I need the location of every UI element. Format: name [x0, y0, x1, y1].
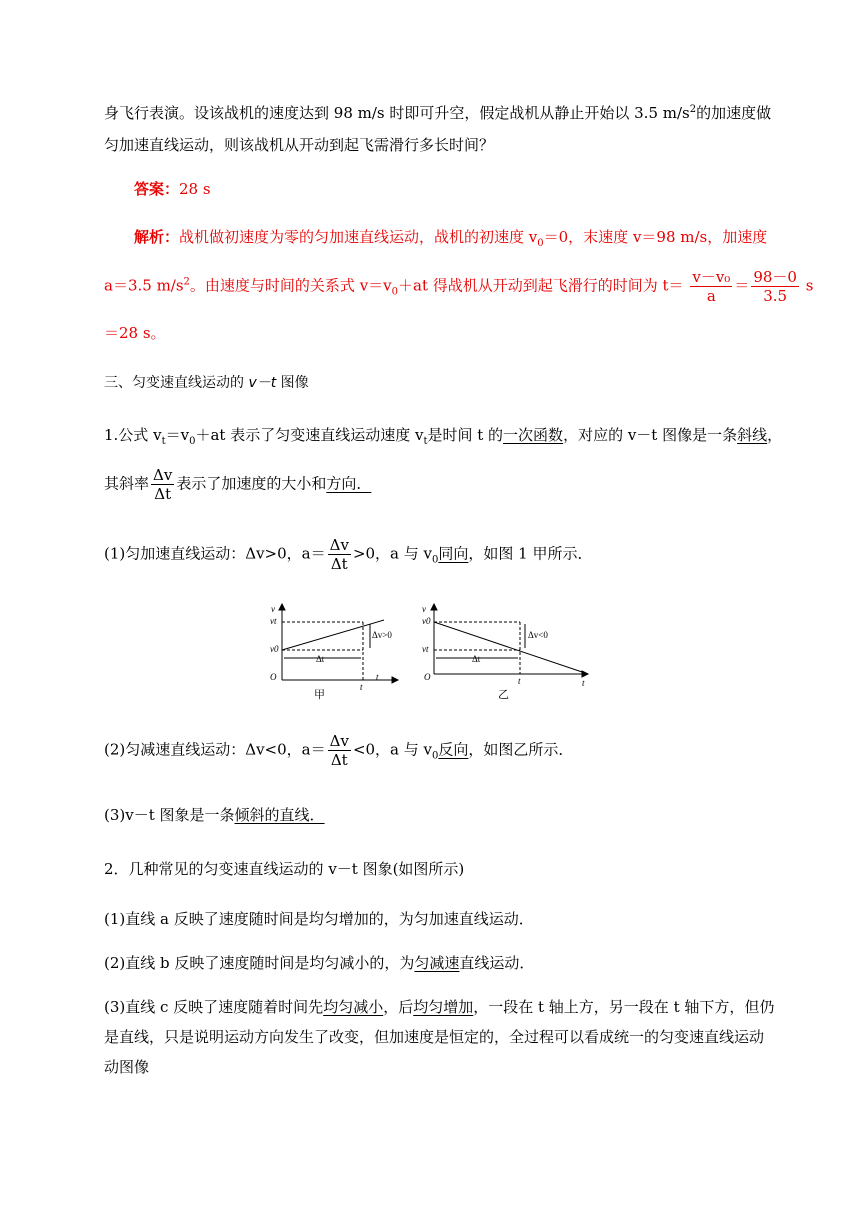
- item2-2: (2)直线 b 反映了速度随时间是均匀减小的，为匀减速直线运动．: [104, 954, 535, 972]
- item2-1: (1)直线 a 反映了速度随时间是均匀增加的，为匀加速直线运动．: [104, 910, 534, 928]
- accel-fraction-1: $\frac{\Delta v}{\Delta t}$: [329, 536, 349, 573]
- left-t-axis-label: t: [376, 672, 379, 682]
- problem-line-2: 匀加速直线运动，则该战机从开动到起飞需滑行多长时间？: [104, 136, 495, 154]
- analysis-line-1: 解析：战机做初速度为零的匀加速直线运动，战机的初速度 $v_0=0$，末速度 v＝98 m/s，加速度: [134, 228, 768, 249]
- item1-3: (3)v－t 图象是一条倾斜的直线．: [104, 806, 325, 824]
- left-t-arrow: [392, 677, 398, 683]
- item2-title: 2．几种常见的匀变速直线运动的 v－t 图象(如图所示): [104, 860, 465, 878]
- section-title: 三、匀变速直线运动的 v－t 图像: [104, 375, 309, 391]
- item1-2: (2)匀减速直线运动：Δv<0，a＝ $\frac{\Delta v}{\Delta t}$ <0，a 与 $v_0$反向，如图乙所示．: [104, 732, 574, 769]
- figure-left: [279, 604, 398, 683]
- analysis-fraction-2: $\frac{98-0}{3.5}$: [753, 268, 797, 305]
- left-t-label: t: [360, 682, 363, 692]
- item2-3-line-3: 动图像: [104, 1058, 150, 1076]
- item1-1: (1)匀加速直线运动：Δv>0，a＝ $\frac{\Delta v}{\Delta t}$ >0，a 与 $v_0$同向，如图 1 甲所示．: [104, 536, 593, 573]
- left-dt-label: Δt: [316, 654, 325, 664]
- right-v-arrow: [431, 604, 437, 610]
- left-labels: [270, 604, 392, 701]
- left-dv-label: Δv>0: [372, 630, 392, 640]
- problem-line-1: 身飞行表演。设该战机的速度达到 98 m/s 时即可升空，假定战机从静止开始以 3.5 $m/s^2$的加速度做: [104, 104, 772, 122]
- analysis-line-3: ＝28 s。: [104, 324, 166, 342]
- right-v0-label: v0: [422, 616, 431, 626]
- right-caption: 乙: [498, 689, 509, 701]
- analysis-line-2: a＝3.5 $m/s^2$。由速度与时间的关系式 $v=v_0+at$ 得战机从开动到起飞滑行的时间为 t＝ $\frac{\text{v－v₀}}{a}$ ＝ $\frac{98-0}{3.5}$ s: [104, 268, 814, 305]
- answer: 答案：28 s: [134, 180, 211, 198]
- slope-fraction: $\frac{\Delta v}{\Delta t}$: [153, 466, 173, 503]
- left-caption: 甲: [314, 689, 325, 701]
- left-v0-label: v0: [270, 644, 279, 654]
- vt-figures: [262, 602, 602, 702]
- right-vt-label: vt: [422, 644, 429, 654]
- left-vt-label: vt: [270, 616, 277, 626]
- right-dt-label: Δt: [472, 654, 481, 664]
- right-dv-label: Δv<0: [528, 630, 548, 640]
- figure-right: [431, 604, 588, 677]
- right-v-label: v: [422, 604, 426, 614]
- left-v-label: v: [271, 604, 275, 614]
- left-v-arrow: [279, 604, 285, 610]
- item2-3-line-2: 是直线，只是说明运动方向发生了改变，但加速度是恒定的，全过程可以看成统一的匀变速直线运动: [104, 1028, 765, 1046]
- left-line: [282, 620, 384, 650]
- right-labels: [422, 604, 585, 701]
- right-t-label: t: [518, 676, 521, 686]
- analysis-fraction-1: $\frac{\text{v－v₀}}{a}$: [692, 268, 731, 305]
- item1-line-2: 其斜率 $\frac{\Delta v}{\Delta t}$ 表示了加速度的大小和方向．: [104, 466, 372, 503]
- right-line: [434, 622, 588, 674]
- left-origin: O: [270, 672, 277, 682]
- item1-line-1: 1.公式 $v_t=v_0+at$ 表示了匀变速直线运动速度 $v_t$是时间 t 的一次函数，对应的 v－t 图像是一条斜线，: [104, 426, 783, 447]
- right-origin: O: [424, 672, 431, 682]
- accel-fraction-2: $\frac{\Delta v}{\Delta t}$: [329, 732, 349, 769]
- right-t-axis-label: t: [582, 678, 585, 688]
- item2-3-line-1: (3)直线 c 反映了速度随着时间先均匀减小，后均匀增加，一段在 t 轴上方，另一段在 t 轴下方，但仍: [104, 998, 775, 1016]
